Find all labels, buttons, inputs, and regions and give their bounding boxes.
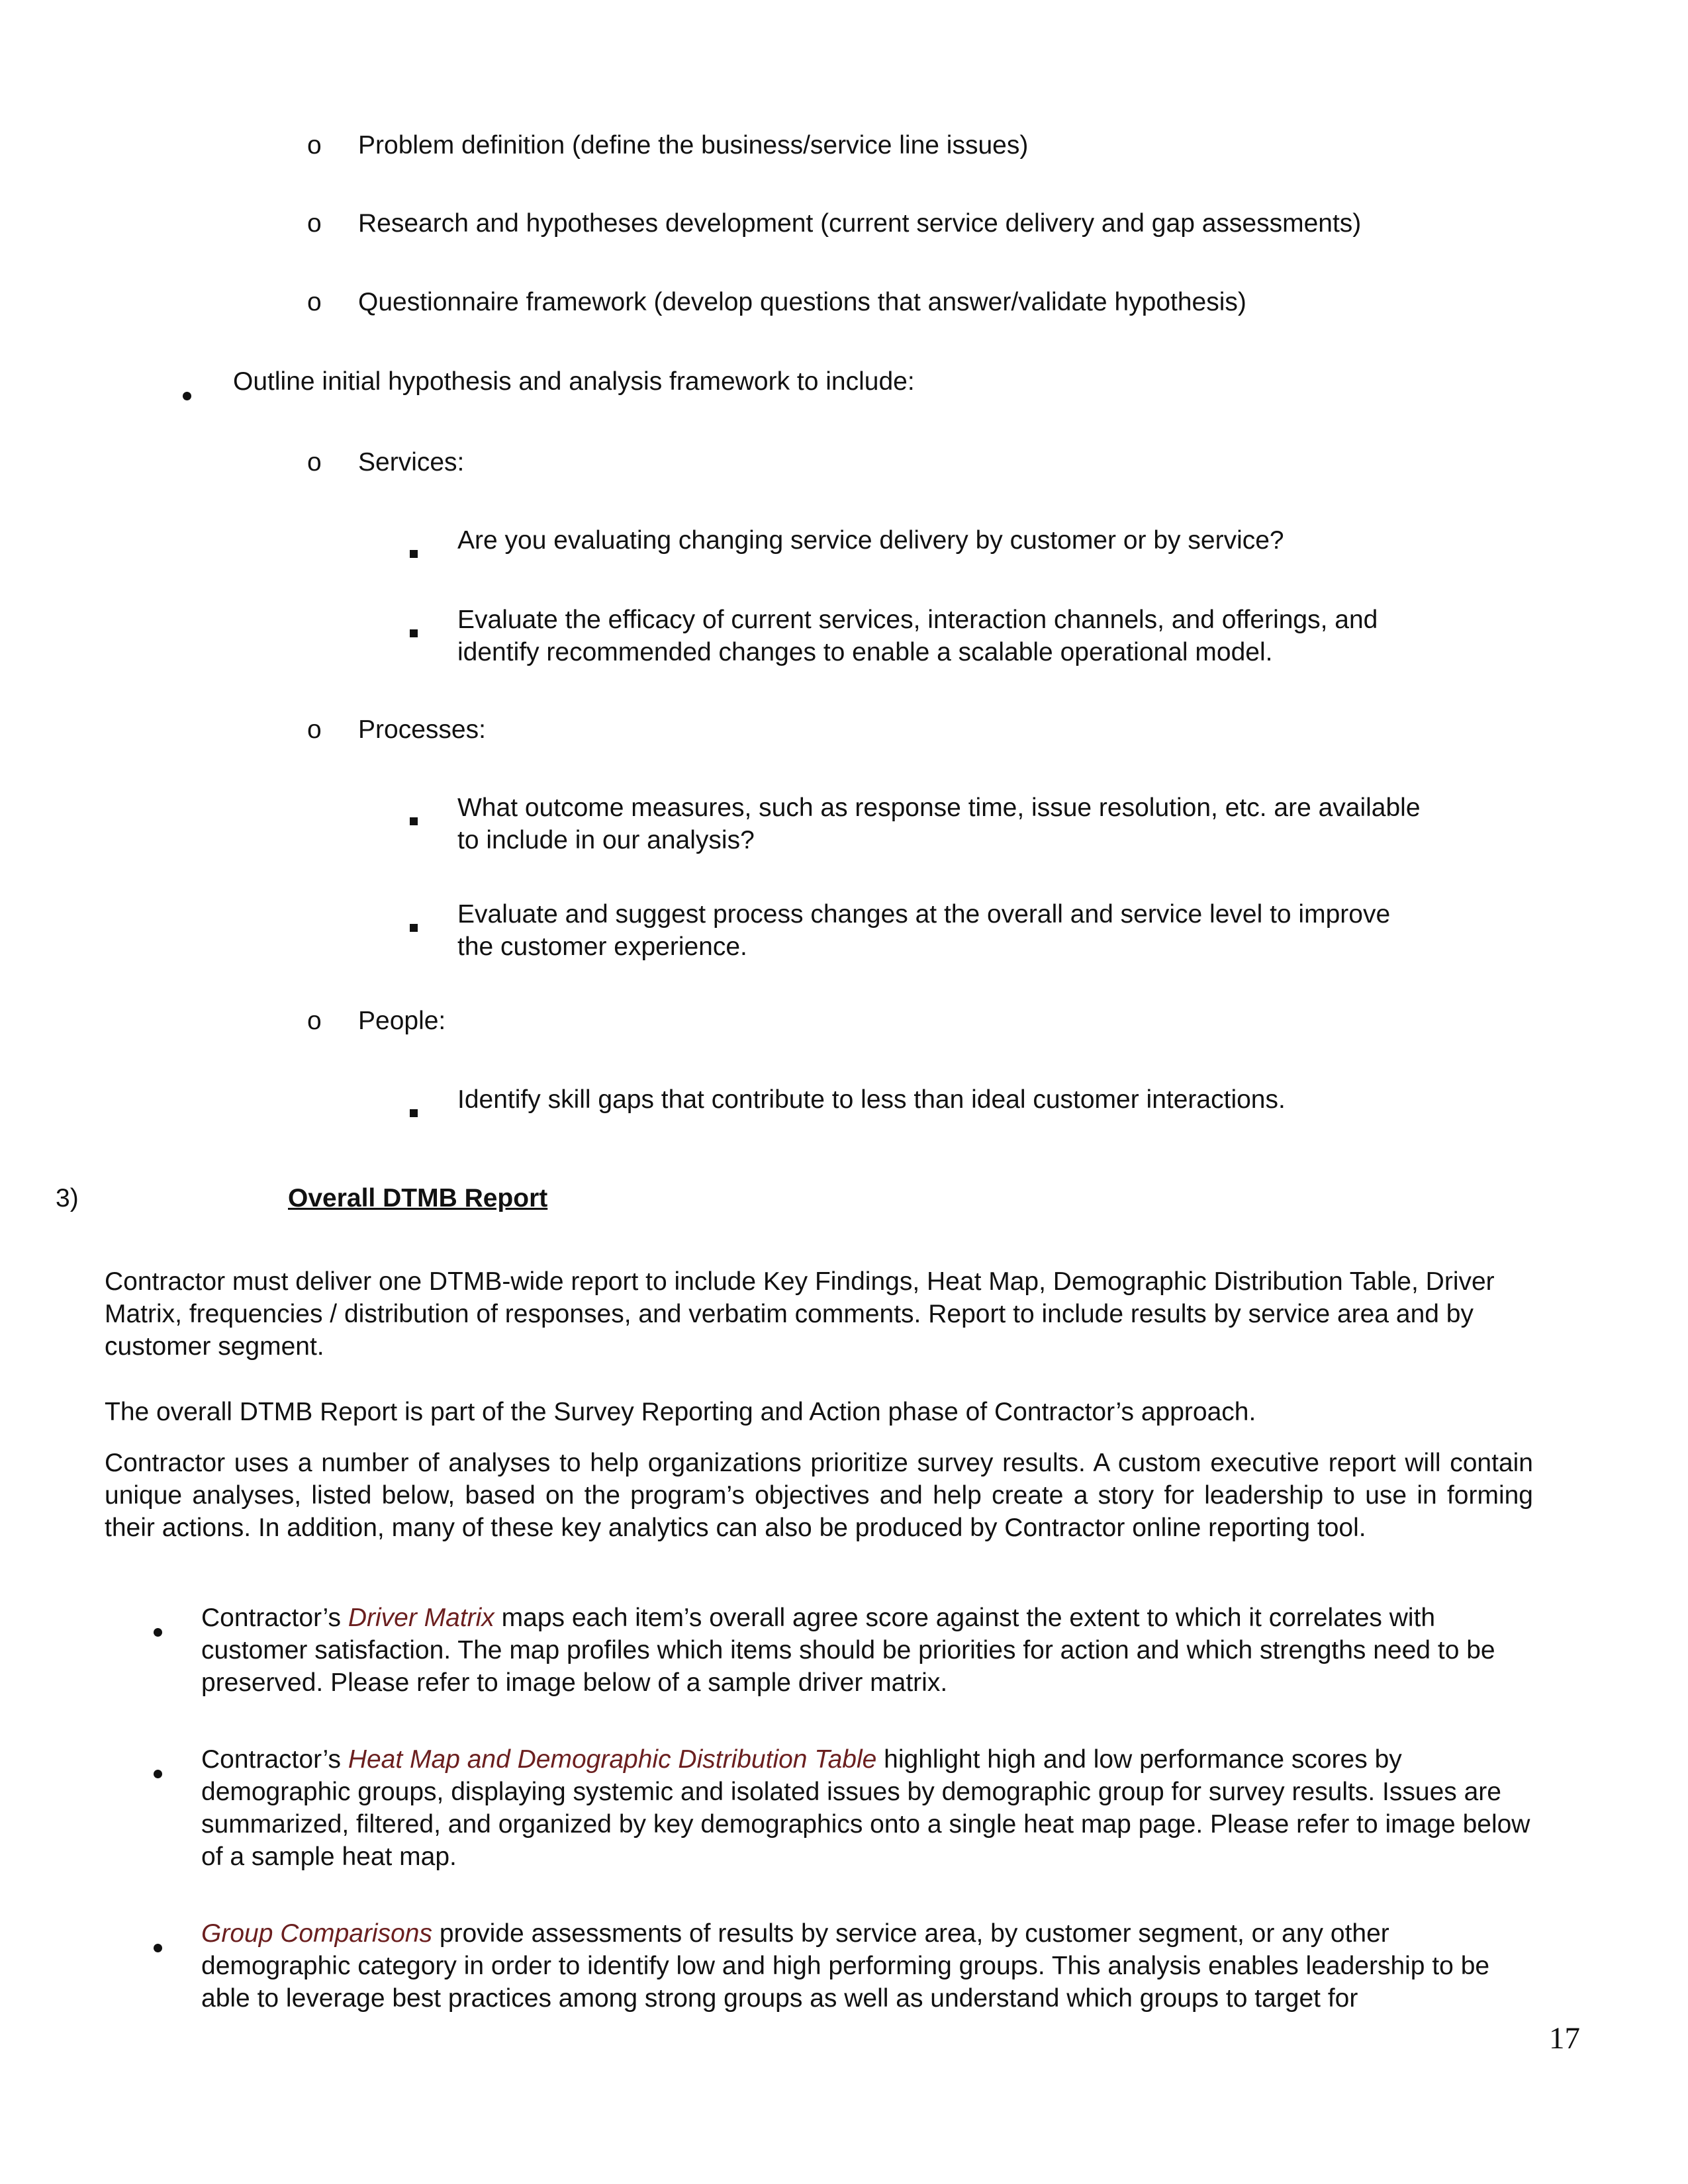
group-comparisons-bullet (201, 1917, 1525, 2015)
outline-hypothesis-bullet: Outline initial hypothesis and analysis framework to include: (233, 367, 915, 396)
driver-matrix-term: Driver Matrix (348, 1604, 494, 1632)
processes-item-2-line1: Evaluate and suggest process changes at the overall and service level to improve (457, 900, 1391, 929)
services-item-1: Are you evaluating changing service delivery by customer or by service? (457, 526, 1284, 555)
bullet-prefix: Contractor’s (201, 1604, 348, 1632)
sub-bullet-marker: o (307, 131, 322, 159)
bullet-prefix: Contractor’s (201, 1745, 348, 1774)
square-bullet (410, 533, 418, 566)
sub-bullet-marker: o (307, 1007, 322, 1035)
processes-label: Processes: (358, 715, 486, 744)
people-item-1: Identify skill gaps that contribute to less than ideal customer interactions. (457, 1085, 1286, 1114)
services-item-2-line2: identify recommended changes to enable a scalable operational model. (457, 638, 1273, 666)
paragraph-analyses: Contractor uses a number of analyses to help organizations prioritize survey results. A custom executive report will contain unique analyses, listed below, based on the program’s objectives and help create a story for leadership to use in forming their actions. In addition, many of these key analytics can also be produced by Contractor online reporting tool. (105, 1449, 1533, 1542)
processes-item-1-line2: to include in our analysis? (457, 826, 755, 854)
sub-bullet-marker: o (307, 715, 322, 744)
bullet-dot (154, 1612, 162, 1645)
problem-definition-item: Problem definition (define the business/service line issues) (358, 131, 1029, 159)
questionnaire-framework-item: Questionnaire framework (develop questions that answer/validate hypothesis) (358, 288, 1246, 316)
square-bullet (410, 613, 418, 645)
square-bullet (410, 1093, 418, 1125)
bullet-body: maps each item’s overall agree score against the extent to which it correlates with customer satisfaction. The map profiles which items should be priorities for action and which strengths need to be preserved. Please refer to image below of a sample driver matrix. (201, 1604, 1495, 1697)
paragraph-deliverable: Contractor must deliver one DTMB-wide report to include Key Findings, Heat Map, Demographic Distribution Table, Driver Matrix, frequencies / distribution of responses, and verbatim comments. Report to include results by service area and by customer segment. (105, 1267, 1495, 1361)
heat-map-term: Heat Map and Demographic Distribution Table (348, 1745, 877, 1774)
square-bullet (410, 907, 418, 940)
bullet-body: highlight high and low performance scores by demographic groups, displaying systemic and isolated issues by demographic group for survey results. Issues are summarized, filtered, and organized by key demographics onto a single heat map page. Please refer to image below of a sample heat map. (201, 1745, 1530, 1871)
paragraph-phase: The overall DTMB Report is part of the Survey Reporting and Action phase of Contractor’s approach. (105, 1398, 1256, 1426)
square-bullet (410, 801, 418, 833)
page-number: 17 (1549, 2021, 1580, 2056)
bullet-dot (183, 376, 191, 408)
bullet-dot (154, 1754, 162, 1786)
research-hypotheses-item: Research and hypotheses development (current service delivery and gap assessments) (358, 209, 1362, 238)
bullet-body: provide assessments of results by service area, by customer segment, or any other demographic category in order to identify low and high performing groups. This analysis enables leadership to be able to leverage best practices among strong groups as well as understand which groups to target for (201, 1919, 1490, 2013)
services-label: Services: (358, 448, 465, 477)
group-comparisons-term: Group Comparisons (201, 1919, 432, 1948)
services-item-2-line1: Evaluate the efficacy of current services, interaction channels, and offerings, and (457, 606, 1378, 634)
processes-item-2-line2: the customer experience. (457, 933, 747, 961)
bullet-dot (154, 1928, 162, 1960)
driver-matrix-bullet (201, 1602, 1532, 1699)
sub-bullet-marker: o (307, 288, 322, 316)
people-label: People: (358, 1007, 446, 1035)
heat-map-bullet (201, 1743, 1532, 1873)
sub-bullet-marker: o (307, 209, 322, 238)
section-heading: Overall DTMB Report (288, 1184, 548, 1212)
section-number: 3) (56, 1184, 79, 1212)
processes-item-1-line1: What outcome measures, such as response time, issue resolution, etc. are available (457, 794, 1421, 822)
sub-bullet-marker: o (307, 448, 322, 477)
